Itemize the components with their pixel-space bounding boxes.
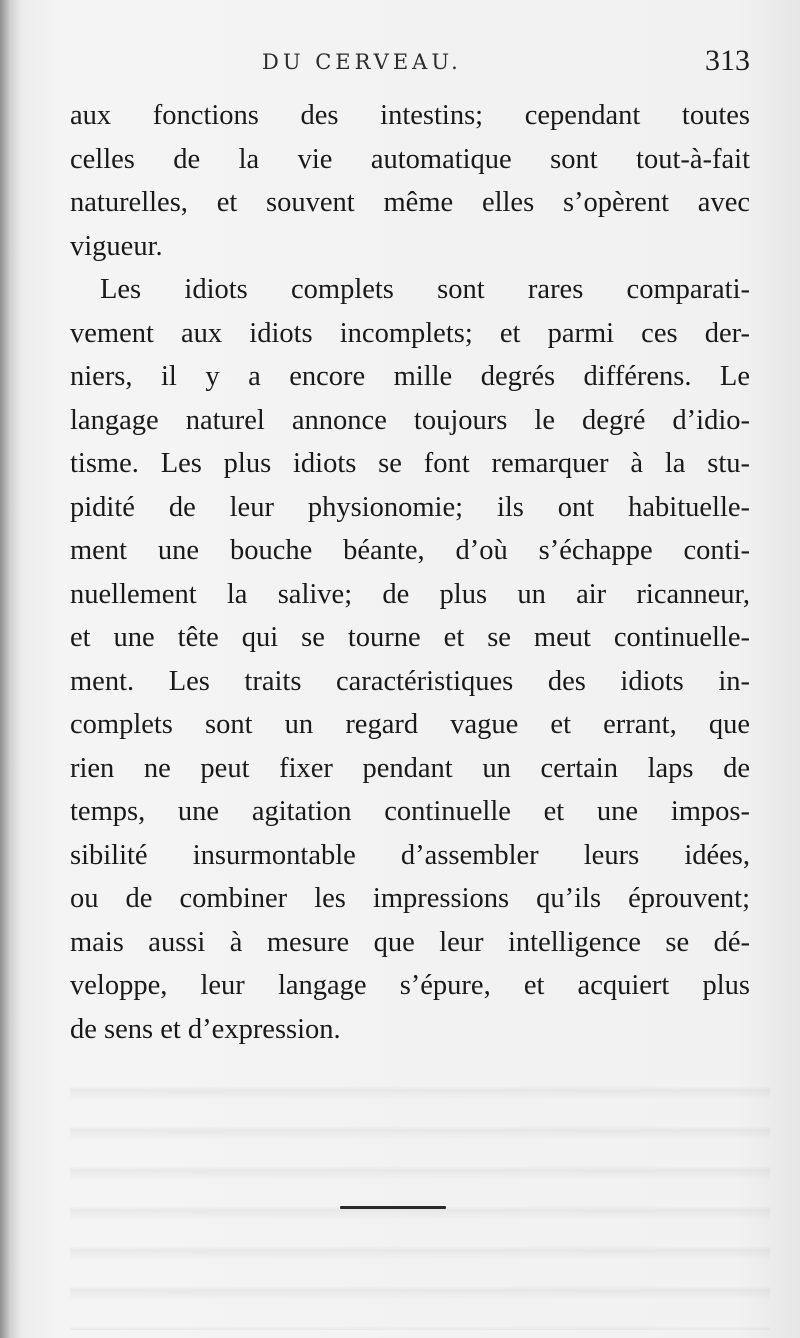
text-line: de sens et d’expression. — [70, 1013, 341, 1045]
text-line: tisme. Les plus idiots se font remarquer à la stu- — [70, 448, 750, 479]
text-line: niers, il y a encore mille degrés différens. Le — [70, 361, 750, 392]
show-through-text — [70, 1060, 770, 1330]
text-line: ment. Les traits caractéristiques des idiots in- — [70, 665, 750, 697]
text-line: Les idiots complets sont rares comparati- — [100, 274, 750, 305]
text-line: ment une bouche béante, d’où s’échappe conti- — [70, 535, 750, 566]
text-line: rien ne peut fixer pendant un certain laps de — [70, 752, 750, 784]
text-line: veloppe, leur langage s’épure, et acquiert plus — [70, 970, 750, 1001]
text-line: naturelles, et souvent même elles s’opèrent avec — [70, 187, 750, 218]
text-line: mais aussi à mesure que leur intelligence se dé- — [70, 926, 750, 958]
text-line: vigueur. — [70, 230, 163, 262]
text-line: nuellement la salive; de plus un air ricanneur, — [70, 578, 750, 610]
text-line: et une tête qui se tourne et se meut continuelle- — [70, 622, 750, 653]
text-line: ou de combiner les impressions qu’ils éprouvent; — [70, 883, 750, 914]
text-line: aux fonctions des intestins; cependant toutes — [70, 100, 750, 131]
page-number: 313 — [705, 44, 750, 77]
text-line: sibilité insurmontable d’assembler leurs idées, — [70, 839, 750, 871]
text-line: complets sont un regard vague et errant, que — [70, 709, 750, 740]
text-line: temps, une agitation continuelle et une impos- — [70, 796, 750, 827]
running-head — [70, 44, 750, 84]
running-title: DU CERVEAU. — [262, 50, 462, 74]
text-line: langage naturel annonce toujours le degré d’idio- — [70, 404, 750, 436]
text-line: vement aux idiots incomplets; et parmi ces der- — [70, 317, 750, 349]
text-line: celles de la vie automatique sont tout-à-fait — [70, 143, 750, 175]
section-end-rule — [340, 1206, 446, 1209]
text-line: pidité de leur physionomie; ils ont habituelle- — [70, 491, 750, 523]
body-text — [70, 94, 750, 1051]
